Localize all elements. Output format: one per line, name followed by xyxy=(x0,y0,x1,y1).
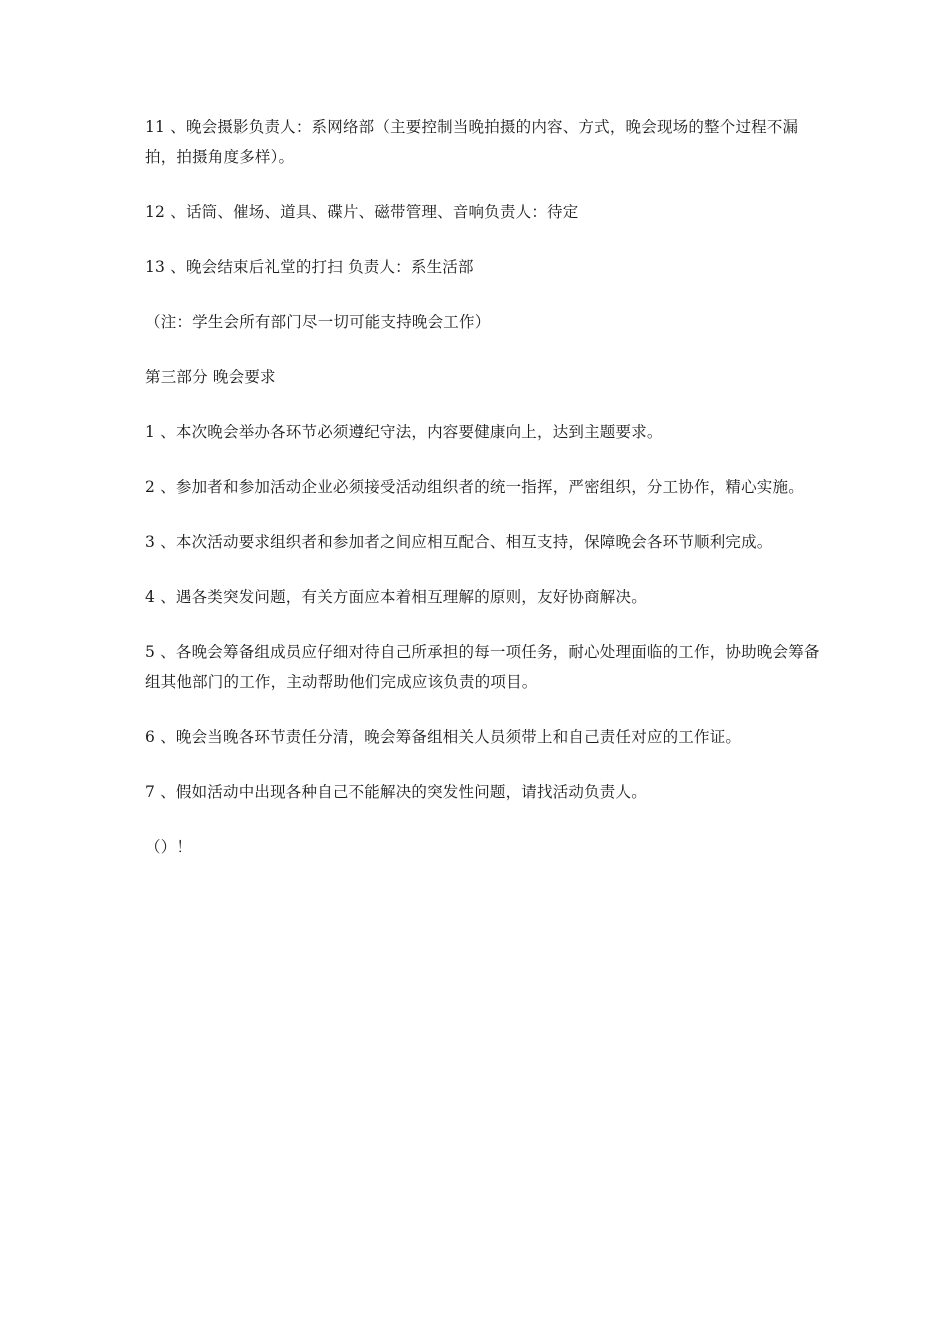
paragraph-item-11-photography: 11 、晚会摄影负责人：系网络部（主要控制当晚拍摄的内容、方式，晚会现场的整个过程不漏拍，拍摄角度多样）。 xyxy=(145,118,799,166)
paragraph-note: （注：学生会所有部门尽一切可能支持晚会工作） xyxy=(145,313,491,331)
requirement-item-1: 1 、本次晚会举办各环节必须遵纪守法，内容要健康向上，达到主题要求。 xyxy=(145,423,663,441)
requirement-item-7: 7 、假如活动中出现各种自己不能解决的突发性问题，请找活动负责人。 xyxy=(145,783,647,801)
requirement-item-4: 4 、遇各类突发问题，有关方面应本着相互理解的原则，友好协商解决。 xyxy=(145,588,647,606)
document-body xyxy=(145,112,825,887)
requirement-item-6: 6 、晚会当晚各环节责任分清，晚会筹备组相关人员须带上和自己责任对应的工作证。 xyxy=(145,728,742,746)
paragraph-item-12-equipment: 12 、话筒、催场、道具、碟片、磁带管理、音响负责人：待定 xyxy=(145,203,579,221)
requirement-item-3: 3 、本次活动要求组织者和参加者之间应相互配合、相互支持，保障晚会各环节顺利完成。 xyxy=(145,533,773,551)
paragraph-item-13-cleanup: 13 、晚会结束后礼堂的打扫 负责人：系生活部 xyxy=(145,258,474,276)
closing-mark: （）！ xyxy=(145,838,193,856)
requirement-item-2: 2 、参加者和参加活动企业必须接受活动组织者的统一指挥，严密组织，分工协作，精心实施。 xyxy=(145,478,804,496)
requirement-item-5: 5 、各晚会筹备组成员应仔细对待自己所承担的每一项任务，耐心处理面临的工作，协助晚会筹备组其他部门的工作，主动帮助他们完成应该负责的项目。 xyxy=(145,643,820,691)
section-heading: 第三部分 晚会要求 xyxy=(145,368,276,386)
